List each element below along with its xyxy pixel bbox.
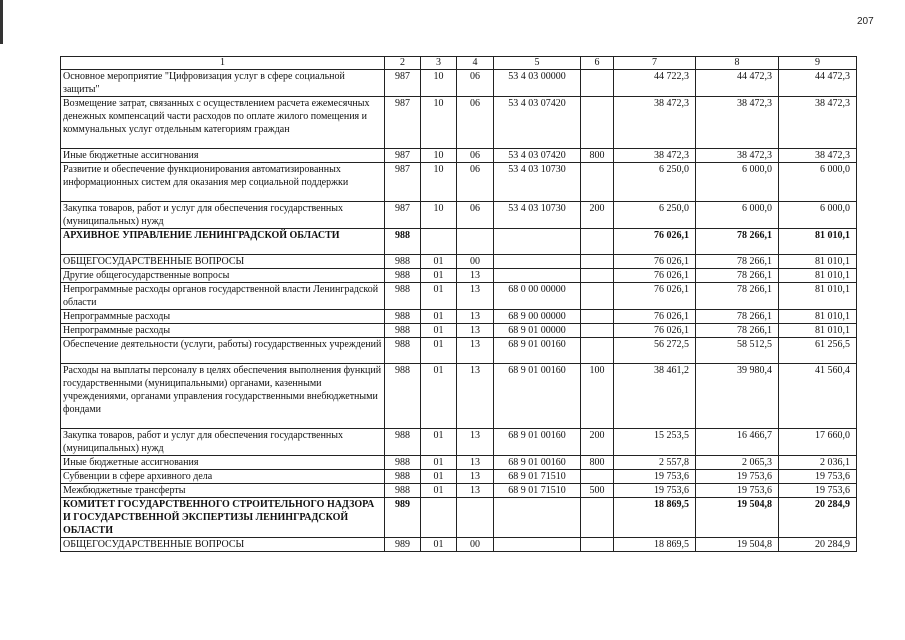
cell-expense-type: 200 bbox=[581, 429, 614, 456]
cell-target-article: 53 4 03 10730 bbox=[494, 202, 581, 229]
cell-subsection: 13 bbox=[457, 324, 494, 338]
cell-amount-year-2: 19 753,6 bbox=[696, 470, 779, 484]
cell-amount-year-2: 78 266,1 bbox=[696, 283, 779, 310]
cell-subsection: 13 bbox=[457, 470, 494, 484]
cell-admin-code: 987 bbox=[385, 97, 421, 149]
table-row bbox=[61, 70, 857, 97]
cell-target-article bbox=[494, 269, 581, 283]
cell-amount-year-3: 19 753,6 bbox=[779, 470, 857, 484]
cell-target-article bbox=[494, 255, 581, 269]
header-col-1: 1 bbox=[61, 57, 385, 70]
table-row bbox=[61, 338, 857, 364]
cell-name: Основное мероприятие "Цифровизация услуг в сфере социальной защиты" bbox=[61, 70, 385, 97]
cell-target-article: 68 9 01 00160 bbox=[494, 429, 581, 456]
cell-expense-type bbox=[581, 255, 614, 269]
cell-section: 01 bbox=[421, 456, 457, 470]
cell-expense-type bbox=[581, 97, 614, 149]
cell-amount-year-2: 19 753,6 bbox=[696, 484, 779, 498]
cell-target-article: 68 9 01 71510 bbox=[494, 470, 581, 484]
cell-admin-code: 988 bbox=[385, 429, 421, 456]
table-row bbox=[61, 202, 857, 229]
cell-amount-year-2: 6 000,0 bbox=[696, 202, 779, 229]
table-row bbox=[61, 429, 857, 456]
cell-amount-year-1: 56 272,5 bbox=[614, 338, 696, 364]
cell-admin-code: 989 bbox=[385, 498, 421, 538]
table-row bbox=[61, 255, 857, 269]
cell-target-article: 53 4 03 10730 bbox=[494, 163, 581, 202]
cell-section: 10 bbox=[421, 149, 457, 163]
cell-section: 01 bbox=[421, 338, 457, 364]
cell-target-article: 68 0 00 00000 bbox=[494, 283, 581, 310]
cell-subsection: 13 bbox=[457, 429, 494, 456]
cell-expense-type bbox=[581, 470, 614, 484]
cell-expense-type bbox=[581, 338, 614, 364]
cell-amount-year-2: 19 504,8 bbox=[696, 538, 779, 552]
cell-amount-year-2: 2 065,3 bbox=[696, 456, 779, 470]
cell-subsection: 13 bbox=[457, 269, 494, 283]
cell-admin-code: 989 bbox=[385, 538, 421, 552]
cell-amount-year-1: 76 026,1 bbox=[614, 324, 696, 338]
cell-target-article bbox=[494, 538, 581, 552]
header-col-2: 2 bbox=[385, 57, 421, 70]
cell-subsection: 13 bbox=[457, 484, 494, 498]
table-body bbox=[61, 57, 857, 552]
cell-admin-code: 988 bbox=[385, 324, 421, 338]
table-row bbox=[61, 310, 857, 324]
cell-name: Расходы на выплаты персоналу в целях обеспечения выполнения функций государственными (муниципальными) органами, казенными учреждениями, органами управления государственными внебюджетными фондами bbox=[61, 364, 385, 429]
cell-target-article: 68 9 00 00000 bbox=[494, 310, 581, 324]
cell-amount-year-3: 81 010,1 bbox=[779, 283, 857, 310]
cell-expense-type: 800 bbox=[581, 456, 614, 470]
table-row bbox=[61, 97, 857, 149]
table-row bbox=[61, 269, 857, 283]
cell-amount-year-3: 20 284,9 bbox=[779, 538, 857, 552]
cell-amount-year-1: 38 461,2 bbox=[614, 364, 696, 429]
cell-amount-year-2: 58 512,5 bbox=[696, 338, 779, 364]
cell-amount-year-2: 39 980,4 bbox=[696, 364, 779, 429]
cell-name: КОМИТЕТ ГОСУДАРСТВЕННОГО СТРОИТЕЛЬНОГО НАДЗОРА И ГОСУДАРСТВЕННОЙ ЭКСПЕРТИЗЫ ЛЕНИНГРАДСКОЙ ОБЛАСТИ bbox=[61, 498, 385, 538]
cell-section: 01 bbox=[421, 269, 457, 283]
cell-amount-year-1: 6 250,0 bbox=[614, 163, 696, 202]
cell-target-article: 68 9 01 71510 bbox=[494, 484, 581, 498]
cell-amount-year-1: 2 557,8 bbox=[614, 456, 696, 470]
cell-amount-year-1: 18 869,5 bbox=[614, 498, 696, 538]
table-row bbox=[61, 149, 857, 163]
cell-name: АРХИВНОЕ УПРАВЛЕНИЕ ЛЕНИНГРАДСКОЙ ОБЛАСТИ bbox=[61, 229, 385, 255]
cell-target-article: 53 4 03 07420 bbox=[494, 149, 581, 163]
cell-amount-year-1: 76 026,1 bbox=[614, 283, 696, 310]
cell-target-article bbox=[494, 498, 581, 538]
cell-admin-code: 987 bbox=[385, 202, 421, 229]
cell-name: Развитие и обеспечение функционирования автоматизированных информационных систем для оказания мер социальной поддержки bbox=[61, 163, 385, 202]
cell-amount-year-3: 6 000,0 bbox=[779, 202, 857, 229]
cell-admin-code: 988 bbox=[385, 283, 421, 310]
cell-amount-year-2: 78 266,1 bbox=[696, 310, 779, 324]
cell-amount-year-1: 19 753,6 bbox=[614, 484, 696, 498]
cell-target-article: 68 9 01 00160 bbox=[494, 456, 581, 470]
cell-subsection: 06 bbox=[457, 149, 494, 163]
cell-amount-year-3: 61 256,5 bbox=[779, 338, 857, 364]
cell-subsection: 00 bbox=[457, 255, 494, 269]
cell-admin-code: 988 bbox=[385, 364, 421, 429]
cell-section: 10 bbox=[421, 70, 457, 97]
cell-admin-code: 988 bbox=[385, 269, 421, 283]
cell-amount-year-1: 76 026,1 bbox=[614, 255, 696, 269]
cell-section: 01 bbox=[421, 538, 457, 552]
cell-amount-year-2: 38 472,3 bbox=[696, 149, 779, 163]
cell-amount-year-2: 78 266,1 bbox=[696, 269, 779, 283]
header-col-6: 6 bbox=[581, 57, 614, 70]
cell-subsection: 13 bbox=[457, 338, 494, 364]
cell-subsection bbox=[457, 498, 494, 538]
cell-subsection: 06 bbox=[457, 97, 494, 149]
cell-name: Субвенции в сфере архивного дела bbox=[61, 470, 385, 484]
cell-admin-code: 988 bbox=[385, 255, 421, 269]
cell-amount-year-3: 81 010,1 bbox=[779, 255, 857, 269]
cell-expense-type bbox=[581, 324, 614, 338]
cell-section bbox=[421, 498, 457, 538]
cell-expense-type bbox=[581, 269, 614, 283]
cell-target-article: 68 9 01 00160 bbox=[494, 364, 581, 429]
cell-amount-year-1: 15 253,5 bbox=[614, 429, 696, 456]
cell-admin-code: 988 bbox=[385, 338, 421, 364]
cell-subsection: 06 bbox=[457, 163, 494, 202]
cell-name: Обеспечение деятельности (услуги, работы) государственных учреждений bbox=[61, 338, 385, 364]
table-row bbox=[61, 456, 857, 470]
cell-name: Непрограммные расходы bbox=[61, 310, 385, 324]
cell-amount-year-3: 19 753,6 bbox=[779, 484, 857, 498]
cell-amount-year-3: 44 472,3 bbox=[779, 70, 857, 97]
cell-amount-year-1: 19 753,6 bbox=[614, 470, 696, 484]
cell-admin-code: 987 bbox=[385, 70, 421, 97]
cell-amount-year-3: 81 010,1 bbox=[779, 229, 857, 255]
header-col-5: 5 bbox=[494, 57, 581, 70]
cell-target-article: 53 4 03 07420 bbox=[494, 97, 581, 149]
cell-amount-year-2: 78 266,1 bbox=[696, 255, 779, 269]
cell-name: Иные бюджетные ассигнования bbox=[61, 456, 385, 470]
cell-admin-code: 988 bbox=[385, 484, 421, 498]
cell-name: Межбюджетные трансферты bbox=[61, 484, 385, 498]
table-row bbox=[61, 283, 857, 310]
cell-amount-year-2: 6 000,0 bbox=[696, 163, 779, 202]
table-row bbox=[61, 470, 857, 484]
cell-section: 10 bbox=[421, 163, 457, 202]
cell-amount-year-2: 38 472,3 bbox=[696, 97, 779, 149]
cell-section: 01 bbox=[421, 429, 457, 456]
cell-name: Непрограммные расходы органов государственной власти Ленинградской области bbox=[61, 283, 385, 310]
cell-section: 01 bbox=[421, 364, 457, 429]
scan-edge-mark bbox=[0, 0, 3, 44]
cell-section: 01 bbox=[421, 255, 457, 269]
cell-section bbox=[421, 229, 457, 255]
cell-section: 01 bbox=[421, 310, 457, 324]
cell-name: ОБЩЕГОСУДАРСТВЕННЫЕ ВОПРОСЫ bbox=[61, 538, 385, 552]
cell-amount-year-3: 81 010,1 bbox=[779, 324, 857, 338]
cell-name: Непрограммные расходы bbox=[61, 324, 385, 338]
cell-amount-year-3: 81 010,1 bbox=[779, 310, 857, 324]
cell-amount-year-2: 44 472,3 bbox=[696, 70, 779, 97]
cell-admin-code: 988 bbox=[385, 229, 421, 255]
cell-admin-code: 988 bbox=[385, 310, 421, 324]
table-row bbox=[61, 229, 857, 255]
cell-name: Другие общегосударственные вопросы bbox=[61, 269, 385, 283]
cell-amount-year-1: 6 250,0 bbox=[614, 202, 696, 229]
header-col-8: 8 bbox=[696, 57, 779, 70]
cell-expense-type bbox=[581, 498, 614, 538]
cell-subsection: 00 bbox=[457, 538, 494, 552]
table-row bbox=[61, 484, 857, 498]
cell-amount-year-1: 44 722,3 bbox=[614, 70, 696, 97]
table-row bbox=[61, 364, 857, 429]
cell-expense-type: 500 bbox=[581, 484, 614, 498]
cell-amount-year-3: 38 472,3 bbox=[779, 149, 857, 163]
cell-subsection: 06 bbox=[457, 202, 494, 229]
cell-expense-type bbox=[581, 283, 614, 310]
cell-amount-year-1: 76 026,1 bbox=[614, 229, 696, 255]
cell-name: ОБЩЕГОСУДАРСТВЕННЫЕ ВОПРОСЫ bbox=[61, 255, 385, 269]
cell-target-article: 53 4 03 00000 bbox=[494, 70, 581, 97]
cell-expense-type bbox=[581, 229, 614, 255]
cell-name: Иные бюджетные ассигнования bbox=[61, 149, 385, 163]
cell-name: Закупка товаров, работ и услуг для обеспечения государственных (муниципальных) нужд bbox=[61, 202, 385, 229]
cell-admin-code: 988 bbox=[385, 456, 421, 470]
cell-name: Закупка товаров, работ и услуг для обеспечения государственных (муниципальных) нужд bbox=[61, 429, 385, 456]
table-row bbox=[61, 163, 857, 202]
header-col-4: 4 bbox=[457, 57, 494, 70]
cell-name: Возмещение затрат, связанных с осуществлением расчета ежемесячных денежных компенсаций части расходов по оплате жилого помещения и коммунальных услуг отдельным категориям граждан bbox=[61, 97, 385, 149]
cell-expense-type bbox=[581, 163, 614, 202]
cell-amount-year-3: 38 472,3 bbox=[779, 97, 857, 149]
cell-section: 10 bbox=[421, 97, 457, 149]
cell-admin-code: 987 bbox=[385, 149, 421, 163]
cell-amount-year-3: 20 284,9 bbox=[779, 498, 857, 538]
cell-amount-year-1: 38 472,3 bbox=[614, 97, 696, 149]
cell-section: 01 bbox=[421, 470, 457, 484]
cell-subsection: 13 bbox=[457, 364, 494, 429]
cell-target-article: 68 9 01 00000 bbox=[494, 324, 581, 338]
table-row bbox=[61, 324, 857, 338]
cell-subsection: 13 bbox=[457, 310, 494, 324]
cell-section: 01 bbox=[421, 324, 457, 338]
header-col-7: 7 bbox=[614, 57, 696, 70]
page-number: 207 bbox=[857, 16, 874, 27]
cell-expense-type bbox=[581, 70, 614, 97]
header-col-3: 3 bbox=[421, 57, 457, 70]
cell-target-article: 68 9 01 00160 bbox=[494, 338, 581, 364]
cell-expense-type: 800 bbox=[581, 149, 614, 163]
cell-amount-year-2: 78 266,1 bbox=[696, 229, 779, 255]
cell-section: 01 bbox=[421, 484, 457, 498]
cell-expense-type bbox=[581, 538, 614, 552]
cell-expense-type bbox=[581, 310, 614, 324]
cell-amount-year-2: 16 466,7 bbox=[696, 429, 779, 456]
cell-amount-year-3: 81 010,1 bbox=[779, 269, 857, 283]
cell-amount-year-2: 78 266,1 bbox=[696, 324, 779, 338]
cell-section: 10 bbox=[421, 202, 457, 229]
cell-admin-code: 988 bbox=[385, 470, 421, 484]
cell-amount-year-1: 76 026,1 bbox=[614, 269, 696, 283]
cell-admin-code: 987 bbox=[385, 163, 421, 202]
cell-expense-type: 200 bbox=[581, 202, 614, 229]
table-header-row bbox=[61, 57, 857, 70]
table-row bbox=[61, 538, 857, 552]
cell-section: 01 bbox=[421, 283, 457, 310]
cell-amount-year-3: 2 036,1 bbox=[779, 456, 857, 470]
budget-table bbox=[60, 56, 857, 552]
table-row bbox=[61, 498, 857, 538]
cell-subsection: 06 bbox=[457, 70, 494, 97]
cell-subsection: 13 bbox=[457, 456, 494, 470]
cell-target-article bbox=[494, 229, 581, 255]
cell-amount-year-3: 41 560,4 bbox=[779, 364, 857, 429]
header-col-9: 9 bbox=[779, 57, 857, 70]
cell-subsection: 13 bbox=[457, 283, 494, 310]
cell-subsection bbox=[457, 229, 494, 255]
cell-amount-year-3: 6 000,0 bbox=[779, 163, 857, 202]
cell-amount-year-3: 17 660,0 bbox=[779, 429, 857, 456]
cell-amount-year-1: 76 026,1 bbox=[614, 310, 696, 324]
cell-amount-year-2: 19 504,8 bbox=[696, 498, 779, 538]
cell-expense-type: 100 bbox=[581, 364, 614, 429]
cell-amount-year-1: 18 869,5 bbox=[614, 538, 696, 552]
cell-amount-year-1: 38 472,3 bbox=[614, 149, 696, 163]
